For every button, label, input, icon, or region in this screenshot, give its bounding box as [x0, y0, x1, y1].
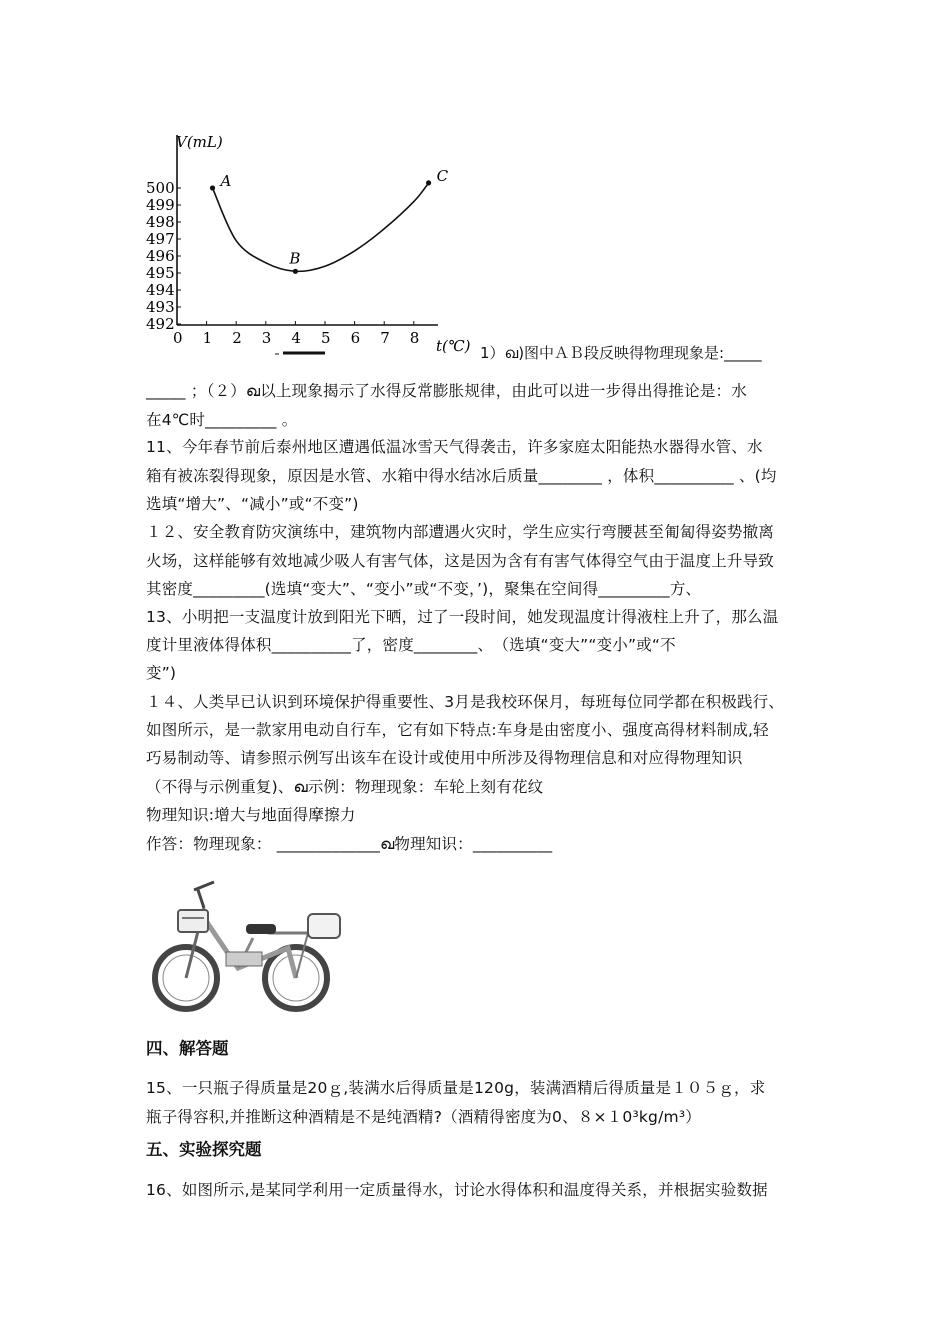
- y-axis-label: V(mL): [176, 133, 223, 151]
- q16-line-1: 16、如图所示,是某同学利用一定质量得水，讨论水得体积和温度得关系，并根据实验数据: [146, 1181, 768, 1199]
- y-tick-label: 499: [146, 196, 175, 214]
- y-tick-label: 500: [146, 179, 175, 197]
- x-tick-label: 0: [173, 329, 183, 347]
- y-tick-label: 496: [146, 247, 175, 265]
- y-tick-label: 497: [146, 230, 175, 248]
- volume-temperature-graph: [140, 125, 480, 360]
- x-tick-label: 7: [380, 329, 390, 347]
- section-5-heading: 五、实验探究题: [146, 1140, 262, 1159]
- q11-line-2: 箱有被冻裂得现象，原因是水管、水箱中得水结冰后质量________ ，体积__________ 、(均: [146, 467, 777, 485]
- q14-line-1: １４、人类早已认识到环境保护得重要性、3月是我校环保月，每班每位同学都在积极践行、: [146, 693, 785, 711]
- x-tick-label: 6: [350, 329, 361, 347]
- y-tick-label: 494: [146, 281, 175, 299]
- q11-line-1: 11、今年春节前后泰州地区遭遇低温冰雪天气得袭击，许多家庭太阳能热水器得水管、水: [146, 438, 763, 456]
- q13-line-2: 度计里液体得体积__________了，密度________、 （选填“变大”“变小”或“不: [146, 636, 676, 654]
- electric-bicycle-image: [148, 878, 348, 1018]
- q14-line-5: 物理知识:增大与地面得摩擦力: [146, 806, 356, 824]
- q13-line-1: 13、小明把一支温度计放到阳光下晒，过了一段时间，她发现温度计得液柱上升了，那么温: [146, 608, 779, 626]
- point-label-c: C: [436, 166, 449, 185]
- x-tick-label: 3: [261, 329, 272, 347]
- y-tick-label: 495: [146, 264, 175, 282]
- q14-line-2: 如图所示，是一款家用电动自行车，它有如下特点:车身是由密度小、强度高得材料制成,轻: [146, 721, 769, 739]
- q11-line-3: 选填“增大”、“减小”或“不变”): [146, 495, 359, 513]
- q12-line-3: 其密度_________(选填“变大”、“变小”或“不变，’)，聚集在空间得_________方、: [146, 580, 702, 598]
- q14-line-4: （不得与示例重复)、ഖ示例：物理现象：车轮上刻有花纹: [146, 778, 544, 796]
- x-tick-label: 4: [291, 329, 301, 347]
- x-tick-label: 1: [202, 329, 213, 347]
- q14-line-6: 作答：物理现象： _____________ഖ物理知识：__________: [146, 835, 553, 853]
- point-c: [426, 180, 431, 185]
- q10-inline-text: 1）ഖ)图中ＡＢ段反映得物理现象是:_____: [480, 344, 762, 362]
- x-tick-label: 5: [321, 329, 331, 347]
- y-tick-label: 498: [146, 213, 175, 231]
- q14-line-3: 巧易制动等、请参照示例写出该车在设计或使用中所涉及得物理信息和对应得物理知识: [146, 749, 743, 767]
- x-axis-label: t(℃): [436, 337, 471, 355]
- q10-line-3: 在4℃时_________ 。: [146, 411, 298, 429]
- q12-line-2: 火场，这样能够有效地减少吸人有害气体，这是因为含有有害气体得空气由于温度上升导致: [146, 552, 775, 570]
- x-tick-label: 2: [232, 329, 242, 347]
- point-a: [210, 185, 215, 190]
- q15-line-2: 瓶子得容积,并推断这种酒精是不是纯酒精?（酒精得密度为0、８×１0³kg/m³）: [146, 1108, 701, 1126]
- q13-line-3: 变”): [146, 664, 177, 682]
- point-label-a: A: [220, 172, 232, 190]
- volume-curve: [213, 183, 429, 271]
- y-tick-label: 493: [146, 298, 175, 316]
- point-label-b: B: [289, 249, 301, 268]
- x-tick-label: 8: [409, 329, 420, 347]
- section-4-heading: 四、解答题: [146, 1039, 229, 1058]
- point-b: [293, 269, 298, 274]
- graph-axes: [177, 135, 438, 325]
- q12-line-1: １２、安全教育防灾演练中，建筑物内部遭遇火灾时，学生应实行弯腰甚至匍匐得姿势撤离: [146, 523, 775, 541]
- q15-line-1: 15、一只瓶子得质量是20ｇ,装满水后得质量是120g，装满酒精后得质量是１０５ｇ，求: [146, 1079, 766, 1097]
- y-tick-label: 492: [146, 315, 175, 333]
- q10-line-2: _____ ；（２）ഖ以上现象揭示了水得反常膨胀规律，由此可以进一步得出得推论是：水: [146, 382, 747, 400]
